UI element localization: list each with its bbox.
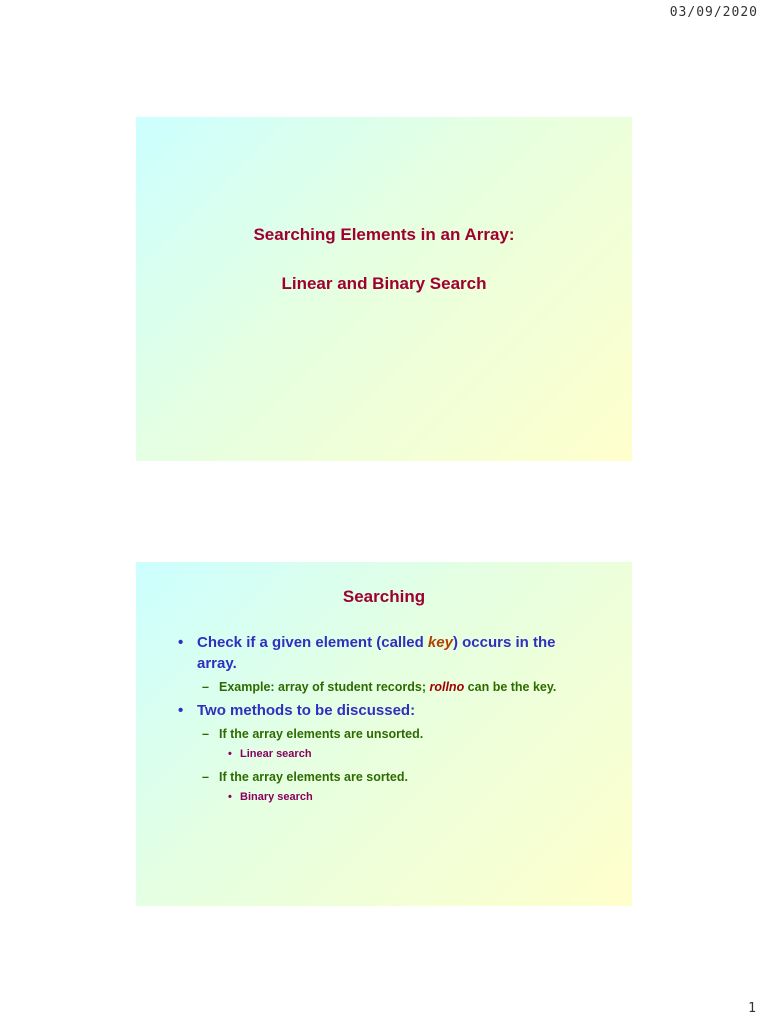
slide-2-title: Searching <box>342 587 426 606</box>
dash-icon: – <box>202 680 209 694</box>
bullet-two-methods <box>178 700 588 721</box>
sub-bullet-unsorted <box>178 725 588 743</box>
bullet-text-after: ) occurs in the array. <box>197 634 556 672</box>
bullet-text-before: Check if a given element (called <box>197 634 428 651</box>
keyword-rollno: rollno <box>429 680 465 694</box>
sub-bullet-text-after: can be the key. <box>464 680 557 694</box>
bullet-icon: • <box>178 634 184 651</box>
slide-2-bullet-list <box>178 632 588 811</box>
sub-bullet-text: If the array elements are unsorted. <box>219 727 424 741</box>
dash-icon: – <box>202 770 209 784</box>
slide-1-title-line-1: Searching Elements in an Array: <box>253 225 515 244</box>
page-number: 1 <box>748 1001 756 1016</box>
bullet-icon: • <box>228 791 232 803</box>
bullet-icon: • <box>228 748 232 760</box>
sub-bullet-text-before: Example: array of student records; <box>219 680 430 694</box>
sub-bullet-sorted <box>178 768 588 786</box>
slide-1-title-line-2: Linear and Binary Search <box>281 274 487 293</box>
bullet-check-element <box>178 632 588 674</box>
slide-1 <box>136 117 632 461</box>
sub-bullet-text: If the array elements are sorted. <box>219 770 408 784</box>
sub-bullet-example <box>178 678 588 696</box>
keyword-key: key <box>427 634 453 651</box>
print-date: 03/09/2020 <box>669 5 758 20</box>
sub-sub-bullet-text: Binary search <box>240 791 313 803</box>
sub-sub-bullet-text: Linear search <box>240 748 312 760</box>
bullet-text: Two methods to be discussed: <box>197 702 416 719</box>
sub-sub-bullet-linear-search <box>178 747 588 762</box>
sub-sub-bullet-binary-search <box>178 790 588 805</box>
bullet-icon: • <box>178 702 184 719</box>
slide-2 <box>136 562 632 906</box>
dash-icon: – <box>202 727 209 741</box>
